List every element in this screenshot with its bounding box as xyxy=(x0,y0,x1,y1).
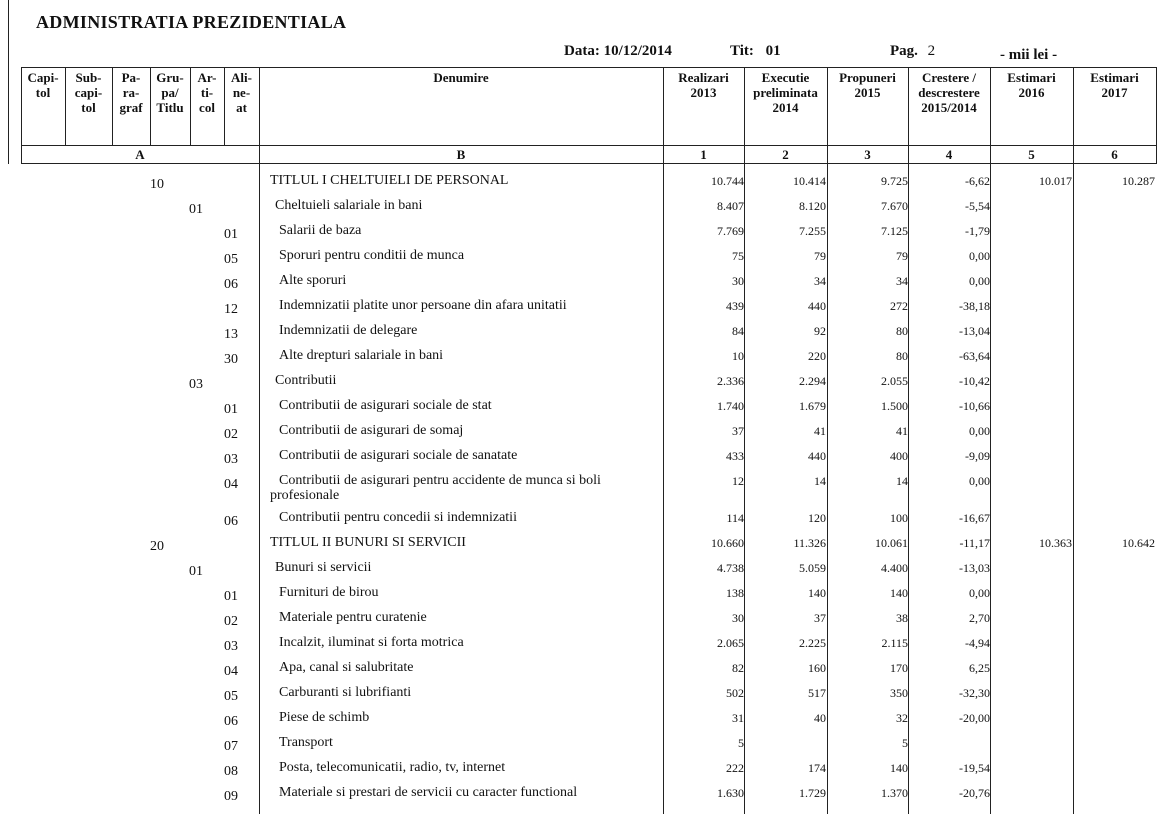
table-row xyxy=(0,710,1161,739)
value-col-5: 10.017 xyxy=(1039,174,1072,188)
value-col-4: -5,54 xyxy=(965,199,990,213)
value-col-1: 2.336 xyxy=(717,374,744,388)
value-col-4: -13,03 xyxy=(959,561,990,575)
row-denumire xyxy=(279,785,577,800)
row-denumire-line: Contributii de asigurari de somaj xyxy=(279,423,464,438)
value-col-2: 1.679 xyxy=(799,399,826,413)
row-code: 06 xyxy=(224,277,238,292)
row-denumire xyxy=(270,473,601,503)
value-col-3: 14 xyxy=(896,474,908,488)
row-denumire-line: Contributii xyxy=(275,373,337,388)
row-code: 06 xyxy=(224,714,238,729)
value-col-3: 41 xyxy=(896,424,908,438)
value-col-1: 5 xyxy=(738,736,744,750)
row-denumire-line: Alte sporuri xyxy=(279,273,347,288)
header-bottom-border xyxy=(21,145,1157,146)
value-col-4: -16,67 xyxy=(959,511,990,525)
row-denumire xyxy=(279,223,361,238)
row-denumire xyxy=(279,685,411,700)
date-value: 10/12/2014 xyxy=(603,43,672,59)
row-denumire-line: Materiale si prestari de servicii cu caracter functional xyxy=(279,785,578,800)
row-denumire xyxy=(279,635,464,650)
value-col-3: 9.725 xyxy=(881,174,908,188)
row-denumire-line: Furnituri de birou xyxy=(279,585,379,600)
row-denumire xyxy=(279,760,505,775)
value-col-1: 114 xyxy=(726,511,744,525)
header-subcapitol: Sub- capi- tol xyxy=(74,70,103,115)
value-col-1: 30 xyxy=(732,611,744,625)
row-code: 02 xyxy=(224,427,238,442)
col-label-4: 4 xyxy=(945,147,953,162)
value-col-2: 517 xyxy=(808,686,826,700)
row-denumire-line: Carburanti si lubrifianti xyxy=(279,685,412,700)
value-col-2: 10.414 xyxy=(793,174,826,188)
value-col-4: 0,00 xyxy=(969,424,990,438)
col-label-b: B xyxy=(456,147,466,162)
value-col-3: 80 xyxy=(896,324,908,338)
row-code: 03 xyxy=(189,377,203,392)
value-col-1: 84 xyxy=(732,324,744,338)
header-grupa: Gru- pa/ Titlu xyxy=(156,70,184,115)
row-code: 20 xyxy=(150,539,164,554)
value-col-2: 14 xyxy=(814,474,826,488)
value-col-1: 30 xyxy=(732,274,744,288)
row-code: 12 xyxy=(224,302,238,317)
value-col-4: -6,62 xyxy=(965,174,990,188)
row-denumire xyxy=(279,660,414,675)
row-denumire-line: Indemnizatii de delegare xyxy=(279,323,418,338)
value-col-2: 2.294 xyxy=(799,374,826,388)
row-denumire xyxy=(279,273,346,288)
row-denumire xyxy=(279,298,567,313)
row-code: 03 xyxy=(224,639,238,654)
value-col-2: 5.059 xyxy=(799,561,826,575)
row-denumire-line: Sporuri pentru conditii de munca xyxy=(279,248,465,263)
value-col-4: -4,94 xyxy=(965,636,990,650)
row-code: 01 xyxy=(189,564,203,579)
header-realizari: Realizari 2013 xyxy=(678,70,729,100)
row-denumire-line: TITLUL II BUNURI SI SERVICII xyxy=(270,535,466,550)
date-field xyxy=(564,43,672,60)
value-col-4: -10,42 xyxy=(959,374,990,388)
row-denumire-line: Contributii pentru concedii si indemnizatii xyxy=(279,510,517,525)
value-col-6: 10.287 xyxy=(1122,174,1155,188)
value-col-4: 0,00 xyxy=(969,249,990,263)
header-executie: Executie preliminata 2014 xyxy=(753,70,818,115)
value-col-1: 1.630 xyxy=(717,786,744,800)
header-propuneri: Propuneri 2015 xyxy=(839,70,896,100)
row-denumire xyxy=(279,735,333,750)
value-col-4: -20,76 xyxy=(959,786,990,800)
value-col-3: 272 xyxy=(890,299,908,313)
col-label-5: 5 xyxy=(1028,147,1035,162)
value-col-4: 6,25 xyxy=(969,661,990,675)
value-col-1: 7.769 xyxy=(717,224,744,238)
value-col-2: 37 xyxy=(814,611,826,625)
row-denumire-line: Indemnizatii platite unor persoane din afara unitatii xyxy=(279,298,567,313)
row-code: 01 xyxy=(224,402,238,417)
page-title: ADMINISTRATIA PREZIDENTIALA xyxy=(36,12,347,32)
row-denumire xyxy=(279,610,427,625)
row-denumire-line: Contributii de asigurari sociale de sanatate xyxy=(279,448,518,463)
value-col-2: 79 xyxy=(814,249,826,263)
row-denumire-line: Apa, canal si salubritate xyxy=(279,660,414,675)
value-col-3: 4.400 xyxy=(881,561,908,575)
col-label-a: A xyxy=(135,147,145,162)
value-col-3: 79 xyxy=(896,249,908,263)
unit-label: - mii lei - xyxy=(1000,47,1058,63)
tit-label: Tit: xyxy=(730,43,754,59)
row-denumire xyxy=(275,198,422,213)
row-denumire xyxy=(279,398,492,413)
value-col-1: 222 xyxy=(726,761,744,775)
value-col-3: 34 xyxy=(896,274,908,288)
value-col-2: 440 xyxy=(808,449,826,463)
row-denumire xyxy=(279,448,517,463)
row-denumire-line: Materiale pentru curatenie xyxy=(279,610,427,625)
row-denumire xyxy=(279,423,463,438)
header-estimari-2017: Estimari 2017 xyxy=(1090,70,1139,100)
value-col-4: 0,00 xyxy=(969,274,990,288)
row-denumire-line: Contributii de asigurari sociale de stat xyxy=(279,398,492,413)
value-col-3: 7.670 xyxy=(881,199,908,213)
tit-value: 01 xyxy=(765,43,781,59)
row-denumire xyxy=(279,510,517,525)
value-col-2: 92 xyxy=(814,324,826,338)
value-col-3: 350 xyxy=(890,686,908,700)
row-denumire-line: Cheltuieli salariale in bani xyxy=(275,198,423,213)
row-denumire xyxy=(279,248,464,263)
value-col-4: -1,79 xyxy=(965,224,990,238)
row-denumire xyxy=(270,173,509,188)
value-col-2: 40 xyxy=(814,711,826,725)
col-label-6: 6 xyxy=(1111,147,1118,162)
value-col-1: 82 xyxy=(732,661,744,675)
value-col-3: 1.500 xyxy=(881,399,908,413)
row-denumire-line: Transport xyxy=(279,735,333,750)
value-col-2: 220 xyxy=(808,349,826,363)
col-label-1: 1 xyxy=(700,147,707,162)
header-capitol: Capi- tol xyxy=(27,70,59,100)
value-col-4: 0,00 xyxy=(969,474,990,488)
page-number: 2 xyxy=(927,43,936,59)
value-col-3: 170 xyxy=(890,661,908,675)
row-code: 07 xyxy=(224,739,238,754)
value-col-3: 80 xyxy=(896,349,908,363)
row-denumire xyxy=(270,535,466,550)
value-col-4: -11,17 xyxy=(959,536,990,550)
value-col-4: 0,00 xyxy=(969,586,990,600)
value-col-4: -13,04 xyxy=(959,324,990,338)
row-code: 02 xyxy=(224,614,238,629)
value-col-1: 138 xyxy=(726,586,744,600)
value-col-4: -32,30 xyxy=(959,686,990,700)
value-col-4: 2,70 xyxy=(969,611,990,625)
value-col-3: 10.061 xyxy=(875,536,908,550)
date-label: Data: xyxy=(564,43,600,59)
header-paragraf: Pa- ra- graf xyxy=(119,70,143,115)
value-col-1: 439 xyxy=(726,299,744,313)
value-col-2: 11.326 xyxy=(793,536,826,550)
value-col-3: 38 xyxy=(896,611,908,625)
value-col-1: 37 xyxy=(732,424,744,438)
value-col-1: 31 xyxy=(732,711,744,725)
label-row-bottom-border xyxy=(21,163,1157,164)
value-col-2: 8.120 xyxy=(799,199,826,213)
value-col-3: 7.125 xyxy=(881,224,908,238)
value-col-2: 120 xyxy=(808,511,826,525)
row-code: 30 xyxy=(224,352,238,367)
value-col-2: 7.255 xyxy=(799,224,826,238)
row-denumire-line: Salarii de baza xyxy=(279,223,362,238)
row-denumire xyxy=(279,710,369,725)
row-denumire xyxy=(275,560,371,575)
row-code: 03 xyxy=(224,452,238,467)
row-code: 04 xyxy=(224,664,238,679)
value-col-1: 10.660 xyxy=(711,536,744,550)
value-col-1: 12 xyxy=(732,474,744,488)
row-denumire-line: Contributii de asigurari pentru accidente de munca si boli xyxy=(279,473,601,488)
col-label-3: 3 xyxy=(864,147,871,162)
value-col-1: 1.740 xyxy=(717,399,744,413)
row-code: 05 xyxy=(224,689,238,704)
value-col-1: 8.407 xyxy=(717,199,744,213)
row-code: 01 xyxy=(224,589,238,604)
table-row xyxy=(0,785,1161,814)
value-col-3: 5 xyxy=(902,736,908,750)
value-col-4: -20,00 xyxy=(959,711,990,725)
page-left-border xyxy=(8,0,9,164)
value-col-1: 2.065 xyxy=(717,636,744,650)
value-col-4: -19,54 xyxy=(959,761,990,775)
row-code: 08 xyxy=(224,764,238,779)
value-col-1: 502 xyxy=(726,686,744,700)
value-col-3: 32 xyxy=(896,711,908,725)
row-denumire-line: Bunuri si servicii xyxy=(275,560,372,575)
value-col-3: 140 xyxy=(890,586,908,600)
header-alineat: Ali- ne- at xyxy=(231,70,252,115)
row-code: 01 xyxy=(224,227,238,242)
value-col-2: 174 xyxy=(808,761,826,775)
row-denumire-line: TITLUL I CHELTUIELI DE PERSONAL xyxy=(270,173,509,188)
value-col-1: 433 xyxy=(726,449,744,463)
table-row xyxy=(0,473,1161,503)
value-col-2: 140 xyxy=(808,586,826,600)
tit-field xyxy=(730,43,781,60)
row-denumire xyxy=(275,373,336,388)
page-label: Pag. xyxy=(890,43,918,59)
header-articol: Ar- ti- col xyxy=(197,70,217,115)
row-code: 01 xyxy=(189,202,203,217)
row-code: 09 xyxy=(224,789,238,804)
row-denumire-line: Posta, telecomunicatii, radio, tv, internet xyxy=(279,760,506,775)
page-field xyxy=(890,43,935,60)
value-col-4: -63,64 xyxy=(959,349,990,363)
row-code: 10 xyxy=(150,177,164,192)
row-denumire-line: Piese de schimb xyxy=(279,710,370,725)
value-col-2: 41 xyxy=(814,424,826,438)
row-denumire xyxy=(279,323,417,338)
value-col-3: 400 xyxy=(890,449,908,463)
row-code: 13 xyxy=(224,327,238,342)
value-col-1: 4.738 xyxy=(717,561,744,575)
col-divider xyxy=(1156,67,1157,163)
header-crestere: Crestere / descrestere 2015/2014 xyxy=(918,70,980,115)
row-code: 06 xyxy=(224,514,238,529)
row-denumire-line: Alte drepturi salariale in bani xyxy=(279,348,444,363)
row-denumire xyxy=(279,585,379,600)
row-code: 04 xyxy=(224,477,238,492)
value-col-2: 1.729 xyxy=(799,786,826,800)
value-col-1: 10.744 xyxy=(711,174,744,188)
value-col-1: 10 xyxy=(732,349,744,363)
value-col-2: 34 xyxy=(814,274,826,288)
value-col-2: 2.225 xyxy=(799,636,826,650)
value-col-3: 2.115 xyxy=(881,636,908,650)
col-label-2: 2 xyxy=(782,147,789,162)
header-denumire: Denumire xyxy=(433,70,489,85)
value-col-2: 160 xyxy=(808,661,826,675)
value-col-4: -9,09 xyxy=(965,449,990,463)
row-denumire xyxy=(279,348,443,363)
value-col-3: 100 xyxy=(890,511,908,525)
value-col-3: 140 xyxy=(890,761,908,775)
row-denumire-line: Incalzit, iluminat si forta motrica xyxy=(279,635,464,650)
row-denumire-continuation: profesionale xyxy=(270,488,340,503)
value-col-3: 2.055 xyxy=(881,374,908,388)
value-col-3: 1.370 xyxy=(881,786,908,800)
value-col-5: 10.363 xyxy=(1039,536,1072,550)
header-top-border xyxy=(21,67,1157,68)
value-col-4: -10,66 xyxy=(959,399,990,413)
value-col-6: 10.642 xyxy=(1122,536,1155,550)
value-col-2: 440 xyxy=(808,299,826,313)
row-code: 05 xyxy=(224,252,238,267)
header-estimari-2016: Estimari 2016 xyxy=(1007,70,1056,100)
value-col-1: 75 xyxy=(732,249,744,263)
value-col-4: -38,18 xyxy=(959,299,990,313)
